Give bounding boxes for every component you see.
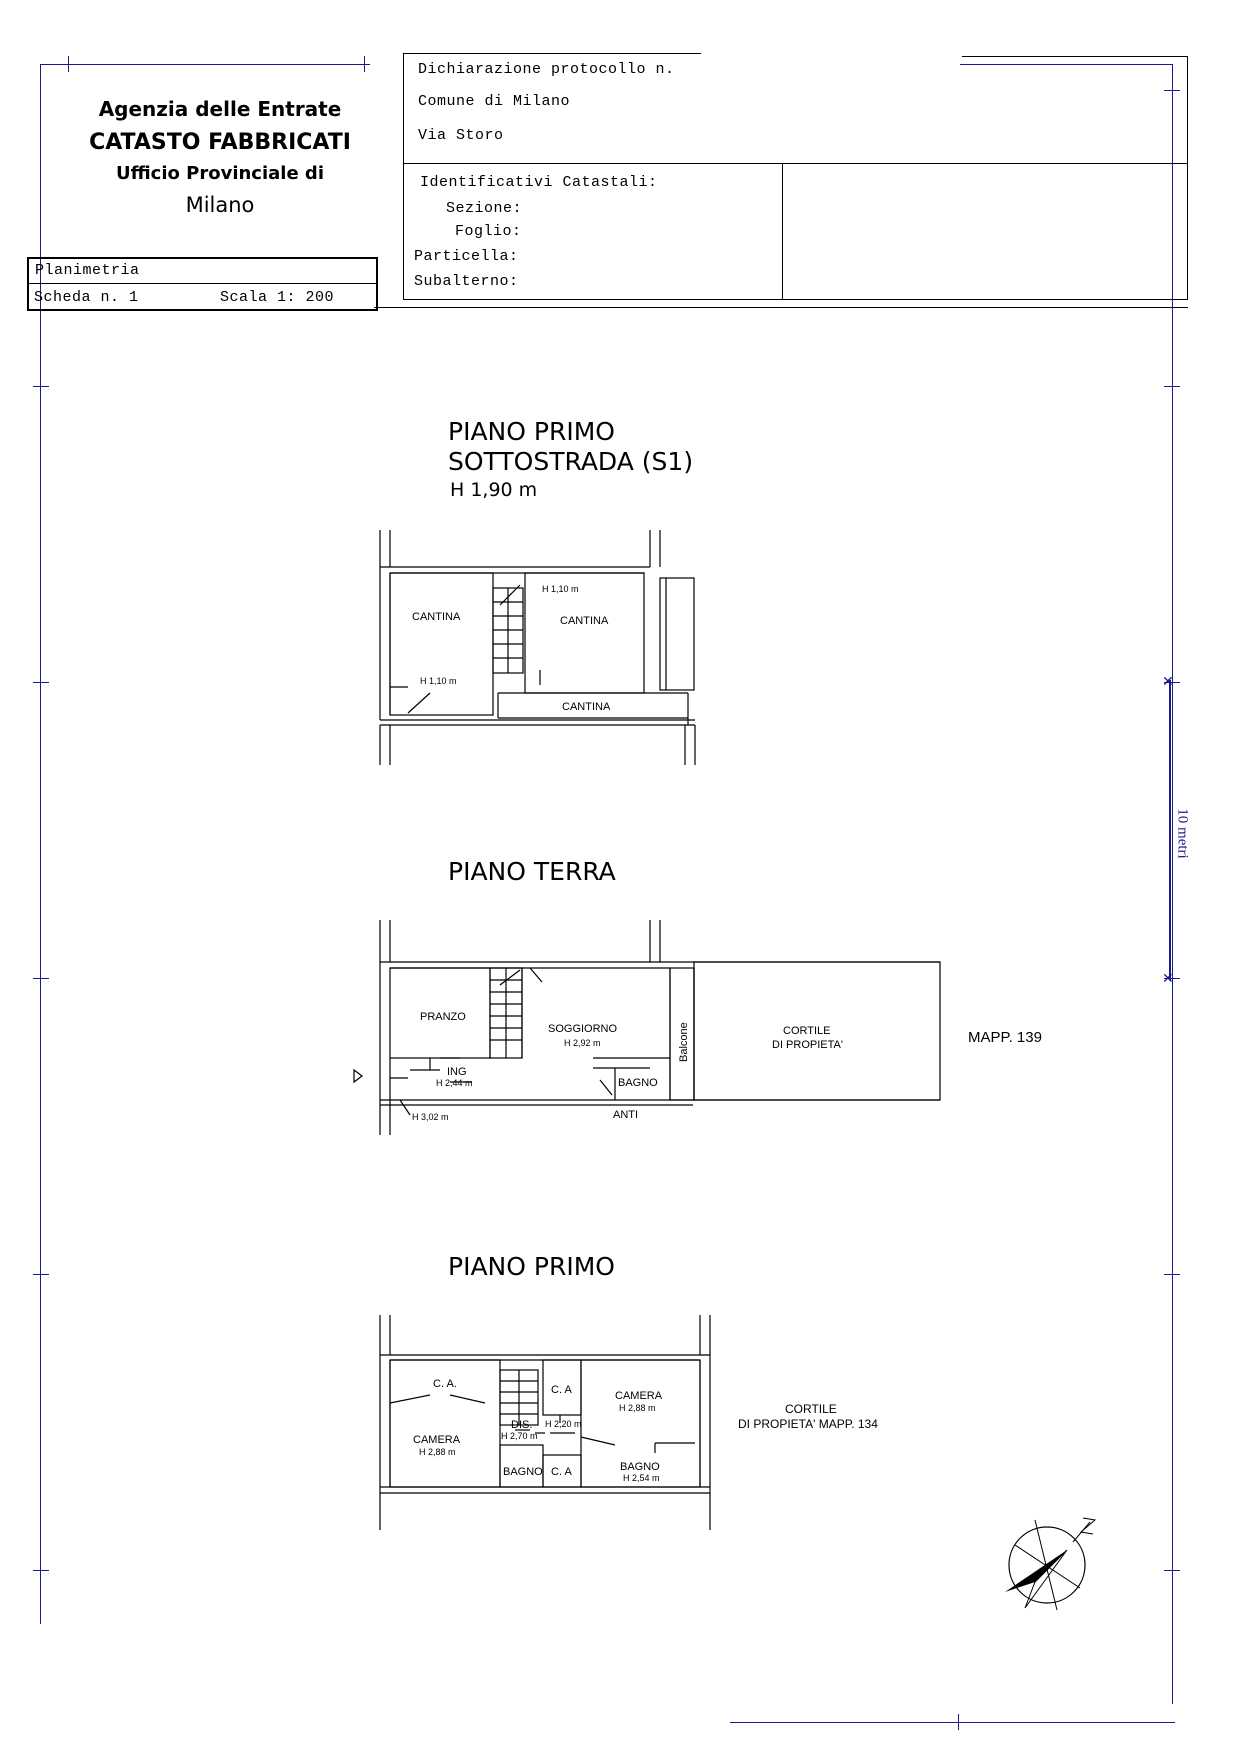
north-arrow-icon bbox=[995, 1510, 1110, 1620]
basement-height-left-label: H 1,10 m bbox=[420, 676, 457, 686]
frame-tick bbox=[33, 386, 49, 387]
frame-tick bbox=[1164, 1570, 1180, 1571]
ground-pranzo-label: PRANZO bbox=[420, 1011, 466, 1023]
sheet-info-divider bbox=[27, 283, 377, 284]
ground-soggiorno-height-label: H 2,92 m bbox=[564, 1038, 601, 1048]
ground-entry-height-label: H 3,02 m bbox=[412, 1112, 449, 1122]
first-ca-mid-top-label: C. A bbox=[551, 1384, 572, 1396]
planimetria-label: Planimetria bbox=[35, 262, 140, 279]
frame-tick bbox=[364, 56, 365, 72]
frame-tick bbox=[33, 978, 49, 979]
basement-floor-plan bbox=[370, 530, 710, 765]
frame-tick bbox=[68, 56, 69, 72]
frame-tick bbox=[958, 1714, 959, 1730]
sezione-label: Sezione: bbox=[446, 200, 523, 217]
foglio-label: Foglio: bbox=[455, 223, 522, 240]
scale-bar-tick-bottom: ✕ bbox=[1162, 970, 1174, 986]
drawing-area-top-border bbox=[374, 307, 1188, 308]
first-floor-plan bbox=[375, 1315, 715, 1530]
frame-top-line-left bbox=[40, 64, 370, 65]
basement-height: H 1,90 m bbox=[450, 479, 538, 501]
agency-name: Agenzia delle Entrate bbox=[98, 97, 342, 121]
ground-ing-height-label: H 2,44 m bbox=[436, 1078, 473, 1088]
drawing-area-join bbox=[376, 285, 377, 309]
first-mid-height-label: H 2,20 m bbox=[545, 1419, 582, 1429]
basement-title-line1: PIANO PRIMO bbox=[448, 417, 615, 446]
declaration-col-divider bbox=[782, 163, 783, 300]
ground-anti-label: ANTI bbox=[613, 1109, 639, 1121]
declaration-left-border bbox=[403, 53, 404, 300]
frame-tick bbox=[1164, 90, 1180, 91]
ground-floor-plan bbox=[350, 920, 950, 1135]
basement-height-top-label: H 1,10 m bbox=[542, 584, 579, 594]
first-camera-right-height-label: H 2,88 m bbox=[619, 1403, 656, 1413]
declaration-bottom-border bbox=[403, 299, 1188, 300]
agency-city: Milano bbox=[185, 193, 255, 217]
frame-tick bbox=[1164, 386, 1180, 387]
first-ca-mid-bottom-label: C. A bbox=[551, 1466, 572, 1478]
basement-cantina-left-label: CANTINA bbox=[412, 611, 461, 623]
first-bagno-right-label: BAGNO bbox=[620, 1461, 660, 1473]
first-ca-left-label: C. A. bbox=[433, 1378, 457, 1390]
first-floor-title: PIANO PRIMO bbox=[448, 1252, 615, 1281]
ground-cortile-label-line1: CORTILE bbox=[783, 1025, 831, 1037]
ground-balcone-label: Balcone bbox=[678, 1022, 690, 1062]
ground-bagno-label: BAGNO bbox=[618, 1077, 658, 1089]
agency-department: CATASTO FABBRICATI bbox=[89, 130, 351, 155]
frame-right-line bbox=[1172, 64, 1173, 1704]
frame-tick bbox=[33, 682, 49, 683]
basement-cantina-bottom-label: CANTINA bbox=[562, 701, 611, 713]
declaration-protocol: Dichiarazione protocollo n. bbox=[418, 61, 675, 78]
cadastral-identifiers-label: Identificativi Catastali: bbox=[420, 174, 658, 191]
ground-mapp-label: MAPP. 139 bbox=[968, 1029, 1042, 1046]
first-dis-height-label: H 2,70 m bbox=[501, 1431, 538, 1441]
basement-title-line2: SOTTOSTRADA (S1) bbox=[448, 447, 694, 476]
frame-tick bbox=[1164, 1274, 1180, 1275]
scale-bar-label: 10 metri bbox=[1174, 808, 1191, 859]
frame-top-line-right bbox=[960, 64, 1172, 65]
declaration-top-border-right bbox=[962, 56, 1188, 57]
declaration-top-border bbox=[403, 53, 701, 54]
ground-soggiorno-label: SOGGIORNO bbox=[548, 1023, 618, 1035]
frame-tick bbox=[33, 1274, 49, 1275]
first-camera-left-height-label: H 2,88 m bbox=[419, 1447, 456, 1457]
frame-bottom-line bbox=[730, 1722, 1175, 1723]
ground-cortile-label-line2: DI PROPIETA' bbox=[772, 1039, 843, 1051]
scheda-label: Scheda n. 1 bbox=[34, 289, 139, 306]
first-dis-label: DIS. bbox=[511, 1419, 533, 1431]
declaration-via: Via Storo bbox=[418, 127, 504, 144]
frame-tick bbox=[33, 1570, 49, 1571]
first-cortile-label-line1: CORTILE bbox=[785, 1402, 837, 1416]
scale-bar-tick-top: ✕ bbox=[1162, 673, 1174, 689]
declaration-mid-border bbox=[403, 163, 1188, 164]
declaration-comune: Comune di Milano bbox=[418, 93, 571, 110]
ground-floor-title: PIANO TERRA bbox=[448, 857, 616, 886]
scale-bar-line bbox=[1169, 680, 1171, 980]
particella-label: Particella: bbox=[414, 248, 519, 265]
ground-ing-label: ING bbox=[447, 1066, 467, 1078]
first-camera-right-label: CAMERA bbox=[615, 1390, 663, 1402]
basement-cantina-right-label: CANTINA bbox=[560, 615, 609, 627]
first-cortile-label-line2: DI PROPIETA' MAPP. 134 bbox=[738, 1417, 878, 1431]
first-bagno-right-height-label: H 2,54 m bbox=[623, 1473, 660, 1483]
subalterno-label: Subalterno: bbox=[414, 273, 519, 290]
first-camera-left-label: CAMERA bbox=[413, 1434, 461, 1446]
declaration-right-border bbox=[1187, 56, 1188, 300]
agency-office: Ufficio Provinciale di bbox=[115, 163, 324, 184]
first-bagno-mid-label: BAGNO bbox=[503, 1466, 543, 1478]
scale-label: Scala 1: 200 bbox=[220, 289, 335, 306]
